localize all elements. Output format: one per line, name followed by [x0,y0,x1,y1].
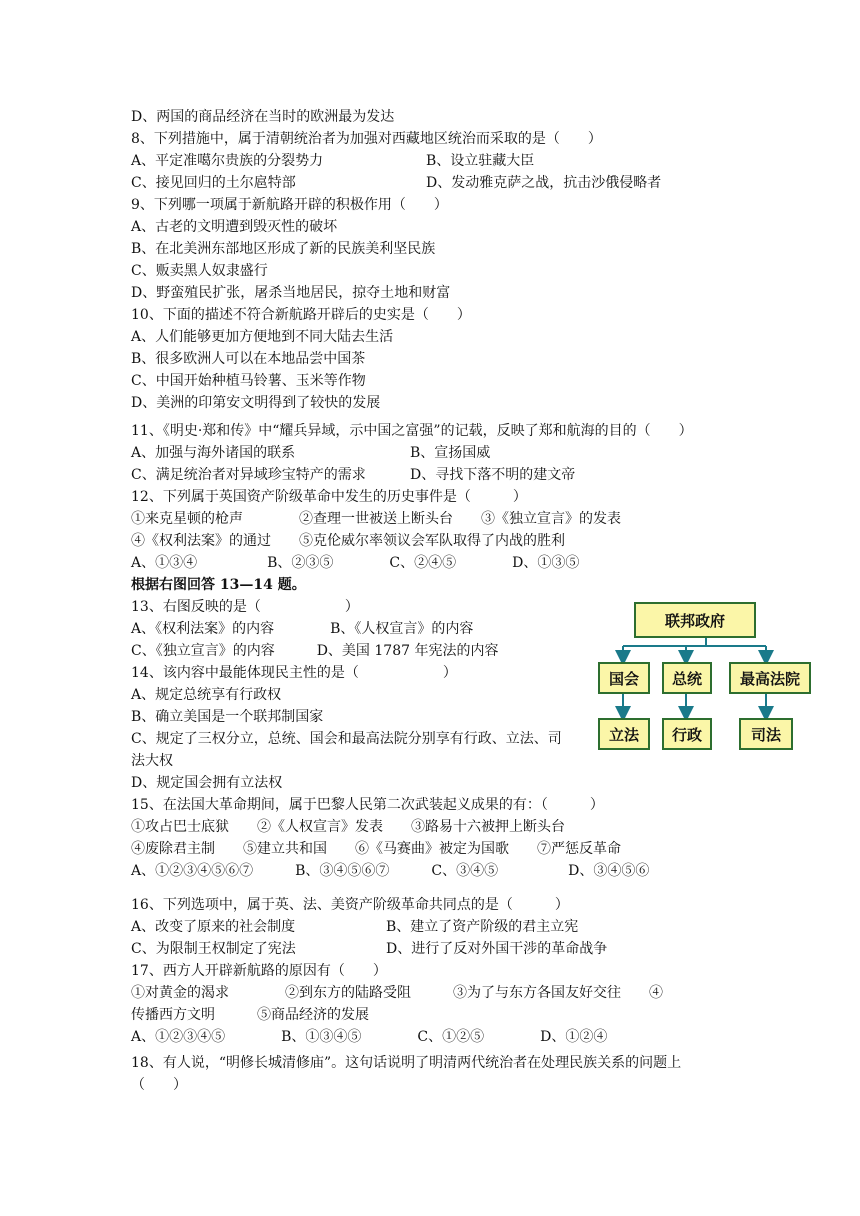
text-line: A、平定准噶尔贵族的分裂势力 [131,153,324,169]
q11-option-b: B、宣扬国威 [410,445,491,461]
text-line: 15、在法国大革命期间，属于巴黎人民第二次武装起义成果的有：（ ） [131,797,604,813]
text-line: C、接见回归的土尔扈特部 [131,175,296,191]
text-line: B、很多欧洲人可以在本地品尝中国茶 [131,351,366,367]
text-line: 12、下列属于英国资产阶级革命中发生的历史事件是（ ） [131,489,527,505]
text-line: D、规定国会拥有立法权 [131,775,283,791]
text-line: 14、该内容中最能体现民主性的是（ ） [131,665,457,681]
text-line: ④《权利法案》的通过 ⑤克伦威尔率领议会军队取得了内战的胜利 [131,533,565,549]
text-line: C、中国开始种植马铃薯、玉米等作物 [131,373,366,389]
text-line: ④废除君主制 ⑤建立共和国 ⑥《马赛曲》被定为国歌 ⑦严惩反革命 [131,841,621,857]
q8-option-d: D、发动雅克萨之战，抗击沙俄侵略者 [426,175,662,191]
executive-box: 行政 [662,718,712,750]
legislative-box: 立法 [598,718,650,750]
text-line: B、在北美洲东部地区形成了新的民族美利坚民族 [131,241,436,257]
text-line: D、美洲的印第安文明得到了较快的发展 [131,395,381,411]
text-line: A、古老的文明遭到毁灭性的破坏 [131,219,338,235]
judicial-box: 司法 [739,718,793,750]
text-line: 13、右图反映的是（ ） [131,599,359,615]
text-line: 16、下列选项中，属于英、法、美资产阶级革命共同点的是（ ） [131,897,569,913]
text-line: C、满足统治者对异域珍宝特产的需求 [131,467,366,483]
text-line: ①来克星顿的枪声 ②查理一世被送上断头台 ③《独立宣言》的发表 [131,511,621,527]
text-line: A、规定总统享有行政权 [131,687,282,703]
q11-option-d: D、寻找下落不明的建文帝 [410,467,576,483]
text-line: 8、下列措施中，属于清朝统治者为加强对西藏地区统治而采取的是（ ） [131,131,602,147]
text-line: A、人们能够更加方便地到不同大陆去生活 [131,329,394,345]
text-line: A、①②③④⑤ B、①③④⑤ C、①②⑤ D、①②④ [131,1029,608,1045]
federal-government-box: 联邦政府 [634,602,756,638]
text-line: （ ） [131,1077,187,1093]
text-line: A、加强与海外诸国的联系 [131,445,296,461]
text-line: 17、西方人开辟新航路的原因有（ ） [131,963,387,979]
president-box: 总统 [662,662,712,694]
text-line: B、确立美国是一个联邦制国家 [131,709,324,725]
text-line: 9、下列哪一项属于新航路开辟的积极作用（ ） [131,197,448,213]
congress-box: 国会 [598,662,650,694]
q8-option-b: B、设立驻藏大臣 [426,153,535,169]
supreme-court-box: 最高法院 [729,662,811,694]
text-line: ①对黄金的渴求 ②到东方的陆路受阻 ③为了与东方各国友好交往 ④ [131,985,663,1001]
text-line: A、①③④ B、②③⑤ C、②④⑤ D、①③⑤ [131,555,580,571]
text-line: 10、下面的描述不符合新航路开辟后的史实是（ ） [131,307,471,323]
q16-option-d: D、进行了反对外国干涉的革命战争 [386,941,608,957]
text-line: C、《独立宣言》的内容 D、美国 1787 年宪法的内容 [131,643,499,659]
text-line: 根据右图回答 13—14 题。 [131,577,306,593]
government-diagram [596,602,816,762]
text-line: D、两国的商品经济在当时的欧洲最为发达 [131,109,395,125]
text-line: C、贩卖黑人奴隶盛行 [131,263,268,279]
text-line: A、①②③④⑤⑥⑦ B、③④⑤⑥⑦ C、③④⑤ D、③④⑤⑥ [131,863,650,879]
text-line: 11、《明史·郑和传》中“耀兵异域，示中国之富强”的记载，反映了郑和航海的目的（ ） [131,423,693,439]
q16-option-b: B、建立了资产阶级的君主立宪 [386,919,579,935]
text-line: D、野蛮殖民扩张，屠杀当地居民，掠夺土地和财富 [131,285,451,301]
text-line: C、为限制王权制定了宪法 [131,941,296,957]
text-line: A、改变了原来的社会制度 [131,919,296,935]
text-line: C、规定了三权分立，总统、国会和最高法院分别享有行政、立法、司 [131,731,562,747]
text-line: 18、有人说，“明修长城清修庙”。这句话说明了明清两代统治者在处理民族关系的问题上 [131,1055,682,1071]
text-line: A、《权利法案》的内容 B、《人权宣言》的内容 [131,621,474,637]
text-line: ①攻占巴士底狱 ②《人权宣言》发表 ③路易十六被押上断头台 [131,819,565,835]
text-line: 法大权 [131,753,173,769]
text-line: 传播西方文明 ⑤商品经济的发展 [131,1007,369,1023]
